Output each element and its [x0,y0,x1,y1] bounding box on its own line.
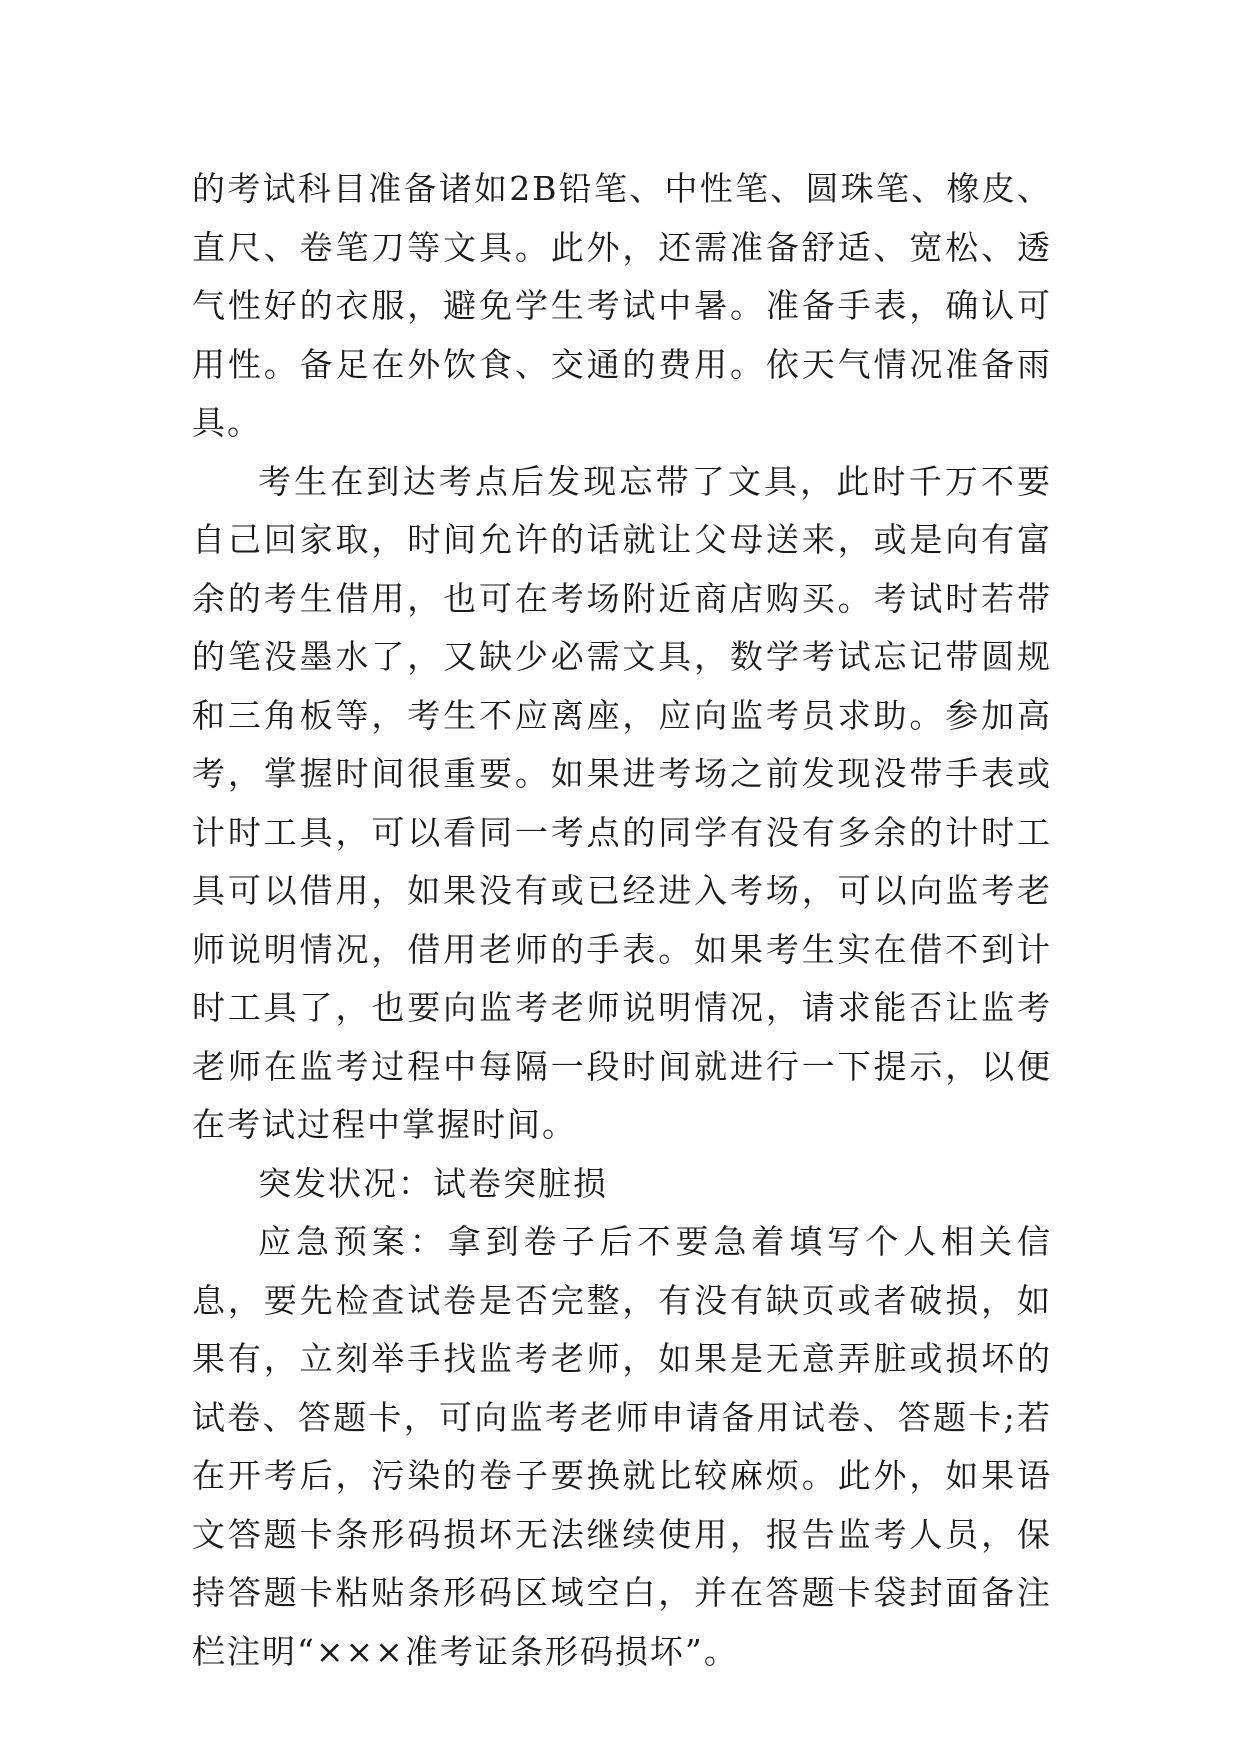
paragraph-1: 的考试科目准备诸如2B铅笔、中性笔、圆珠笔、橡皮、直尺、卷笔刀等文具。此外，还需准备舒适、宽松、透气性好的衣服，避免学生考试中暑。准备手表，确认可用性。备足在外饮食、交通的费用。依天气情况准备雨具。 [192,169,1052,442]
paragraph-3-heading: 突发状况：试卷突脏损 [258,1163,608,1203]
paragraph-4: 应急预案：拿到卷子后不要急着填写个人相关信息，要先检查试卷是否完整，有没有缺页或者破损，如果有，立刻举手找监考老师，如果是无意弄脏或损坏的试卷、答题卡，可向监考老师申请备用试卷、答题卡;若在开考后，污染的卷子要换就比较麻烦。此外，如果语文答题卡条形码损坏无法继续使用，报告监考人员，保持答题卡粘贴条形码区域空白，并在答题卡袋封面备注栏注明“×××准考证条形码损坏”。 [192,1222,1052,1671]
document-body [192,160,1052,1681]
paragraph-2: 考生在到达考点后发现忘带了文具，此时千万不要自己回家取，时间允许的话就让父母送来，或是向有富余的考生借用，也可在考场附近商店购买。考试时若带的笔没墨水了，又缺少必需文具，数学考试忘记带圆规和三角板等，考生不应离座，应向监考员求助。参加高考，掌握时间很重要。如果进考场之前发现没带手表或计时工具，可以看同一考点的同学有没有多余的计时工具可以借用，如果没有或已经进入考场，可以向监考老师说明情况，借用老师的手表。如果考生实在借不到计时工具了，也要向监考老师说明情况，请求能否让监考老师在监考过程中每隔一段时间就进行一下提示，以便在考试过程中掌握时间。 [192,461,1052,1144]
